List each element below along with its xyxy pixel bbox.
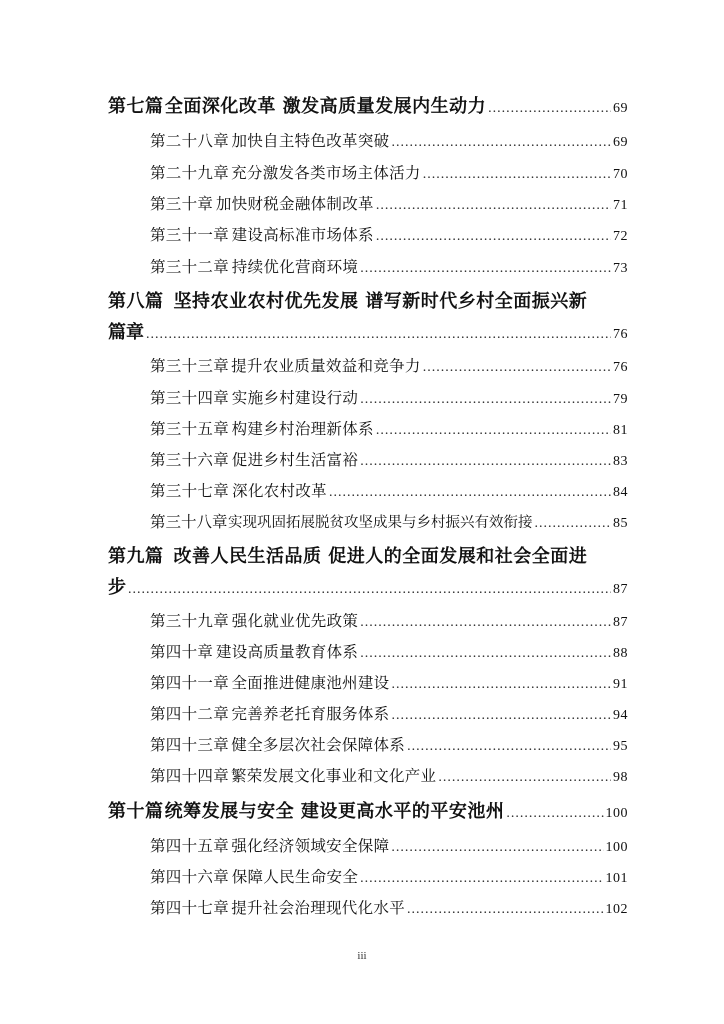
leader-dots xyxy=(376,198,611,214)
leader-dots xyxy=(488,101,611,117)
toc-chapter-43[interactable] xyxy=(150,733,628,755)
chapter-title: 实现巩固拓展脱贫攻坚成果与乡村振兴有效衔接 xyxy=(228,515,533,531)
chapter-title: 深化农村改革 xyxy=(232,482,327,500)
chapter-title: 完善养老托育服务体系 xyxy=(231,705,390,723)
chapter-number: 第四十二章 xyxy=(150,705,230,723)
part-title-line2: 步 xyxy=(108,577,126,598)
chapter-number: 第四十章 xyxy=(150,643,214,661)
chapter-title: 健全多层次社会保障体系 xyxy=(231,736,406,754)
toc-chapter-42[interactable] xyxy=(150,702,628,724)
toc-chapter-36[interactable] xyxy=(150,448,628,470)
leader-dots xyxy=(407,739,611,755)
leader-dots xyxy=(360,871,603,887)
toc-part-7[interactable] xyxy=(108,92,628,118)
chapter-number: 第四十四章 xyxy=(150,767,230,785)
chapter-number: 第四十五章 xyxy=(150,837,230,855)
page-number: 87 xyxy=(613,615,628,630)
toc-chapter-32[interactable] xyxy=(150,255,628,277)
chapter-number: 第四十三章 xyxy=(150,736,230,754)
leader-dots xyxy=(535,516,611,532)
chapter-title: 提升农业质量效益和竞争力 xyxy=(231,357,421,375)
toc-chapter-37[interactable] xyxy=(150,479,628,501)
leader-dots xyxy=(407,902,603,918)
chapter-title: 加快财税金融体制改革 xyxy=(215,195,374,213)
toc-part-9[interactable] xyxy=(108,573,628,599)
part-number: 第十篇 xyxy=(108,801,164,822)
toc-chapter-33[interactable] xyxy=(150,354,628,376)
leader-dots xyxy=(391,677,611,693)
chapter-title: 保障人民生命安全 xyxy=(231,868,359,886)
chapter-title: 加快自主特色改革突破 xyxy=(231,132,390,150)
chapter-number: 第三十三章 xyxy=(150,357,230,375)
leader-dots xyxy=(329,485,611,501)
page-number: 102 xyxy=(605,902,628,917)
chapter-title: 建设高标准市场体系 xyxy=(231,226,374,244)
leader-dots xyxy=(423,360,611,376)
page-number: 87 xyxy=(613,582,628,597)
leader-dots xyxy=(391,135,611,151)
part-title-line2: 篇章 xyxy=(108,322,144,343)
chapter-title: 持续优化营商环境 xyxy=(231,258,359,276)
page-number: 98 xyxy=(613,770,628,785)
chapter-title: 繁荣发展文化事业和文化产业 xyxy=(230,767,437,785)
leader-dots xyxy=(376,229,611,245)
chapter-number: 第三十八章 xyxy=(150,513,228,531)
page-number: 76 xyxy=(613,327,628,342)
part-title-line1: 坚持农业农村优先发展 谱写新时代乡村全面振兴新 xyxy=(173,291,588,312)
toc-chapter-38[interactable] xyxy=(150,510,628,532)
chapter-number: 第三十五章 xyxy=(150,420,230,438)
page-number: 70 xyxy=(613,167,628,182)
page-number: 69 xyxy=(613,101,628,116)
page-number: 71 xyxy=(613,198,628,213)
chapter-number: 第二十九章 xyxy=(150,164,230,182)
toc-part-9-title[interactable] xyxy=(108,542,628,568)
chapter-title: 实施乡村建设行动 xyxy=(231,389,359,407)
page-number: 94 xyxy=(613,708,628,723)
toc-chapter-34[interactable] xyxy=(150,386,628,408)
chapter-title: 强化就业优先政策 xyxy=(231,612,359,630)
chapter-number: 第三十二章 xyxy=(150,258,230,276)
leader-dots xyxy=(423,167,611,183)
toc-chapter-30[interactable] xyxy=(150,192,628,214)
chapter-title: 充分激发各类市场主体活力 xyxy=(231,164,421,182)
leader-dots xyxy=(360,454,611,470)
part-number: 第七篇 xyxy=(108,96,164,117)
chapter-number: 第三十章 xyxy=(150,195,214,213)
chapter-number: 第四十一章 xyxy=(150,674,230,692)
chapter-number: 第三十九章 xyxy=(150,612,230,630)
leader-dots xyxy=(391,840,603,856)
toc-chapter-39[interactable] xyxy=(150,609,628,631)
page-number: 84 xyxy=(613,485,628,500)
page-number: 72 xyxy=(613,229,628,244)
part-number: 第八篇 xyxy=(108,291,164,312)
chapter-number: 第四十七章 xyxy=(150,899,230,917)
toc-chapter-41[interactable] xyxy=(150,671,628,693)
chapter-number: 第三十四章 xyxy=(150,389,230,407)
toc-chapter-35[interactable] xyxy=(150,417,628,439)
chapter-title: 构建乡村治理新体系 xyxy=(231,420,374,438)
chapter-number: 第二十八章 xyxy=(150,132,230,150)
page-number: 100 xyxy=(605,806,628,821)
toc-part-10[interactable] xyxy=(108,797,628,823)
chapter-number: 第三十一章 xyxy=(150,226,230,244)
toc-chapter-46[interactable] xyxy=(150,865,628,887)
page-number: 95 xyxy=(613,739,628,754)
toc-chapter-28[interactable] xyxy=(150,129,628,151)
page-number: 91 xyxy=(613,677,628,692)
leader-dots xyxy=(146,327,611,343)
leader-dots xyxy=(376,423,611,439)
toc-chapter-45[interactable] xyxy=(150,834,628,856)
toc-part-8[interactable] xyxy=(108,318,628,344)
toc-chapter-47[interactable] xyxy=(150,896,628,918)
toc-chapter-31[interactable] xyxy=(150,223,628,245)
chapter-number: 第四十六章 xyxy=(150,868,230,886)
leader-dots xyxy=(360,261,611,277)
part-title: 统筹发展与安全 建设更高水平的平安池州 xyxy=(164,801,505,822)
part-number: 第九篇 xyxy=(108,546,164,567)
page-number: 83 xyxy=(613,454,628,469)
leader-dots xyxy=(360,646,611,662)
page-number: 79 xyxy=(613,392,628,407)
chapter-title: 强化经济领域安全保障 xyxy=(231,837,390,855)
page-number: 88 xyxy=(613,646,628,661)
toc-chapter-29[interactable] xyxy=(150,161,628,183)
page-number: 101 xyxy=(605,871,628,886)
page-number: 69 xyxy=(613,135,628,150)
toc-part-8-title[interactable] xyxy=(108,287,628,313)
chapter-number: 第三十七章 xyxy=(150,482,230,500)
page-footer-number: iii xyxy=(357,950,367,962)
chapter-title: 提升社会治理现代化水平 xyxy=(231,899,406,917)
leader-dots xyxy=(360,615,611,631)
leader-dots xyxy=(506,806,603,822)
toc-chapter-40[interactable] xyxy=(150,640,628,662)
chapter-number: 第三十六章 xyxy=(150,451,230,469)
leader-dots xyxy=(360,392,611,408)
page-number: 100 xyxy=(605,840,628,855)
page-number: 76 xyxy=(613,360,628,375)
page-number: 85 xyxy=(613,516,628,531)
part-title: 全面深化改革 激发高质量发展内生动力 xyxy=(164,96,487,117)
chapter-title: 建设高质量教育体系 xyxy=(215,643,359,661)
toc-chapter-44[interactable] xyxy=(150,764,628,786)
page-number: 73 xyxy=(613,261,628,276)
page-number: 81 xyxy=(613,423,628,438)
chapter-title: 全面推进健康池州建设 xyxy=(231,674,390,692)
leader-dots xyxy=(128,582,611,598)
part-title-line1: 改善人民生活品质 促进人的全面发展和社会全面进 xyxy=(173,546,588,567)
leader-dots xyxy=(391,708,611,724)
chapter-title: 促进乡村生活富裕 xyxy=(231,451,359,469)
leader-dots xyxy=(438,770,611,786)
